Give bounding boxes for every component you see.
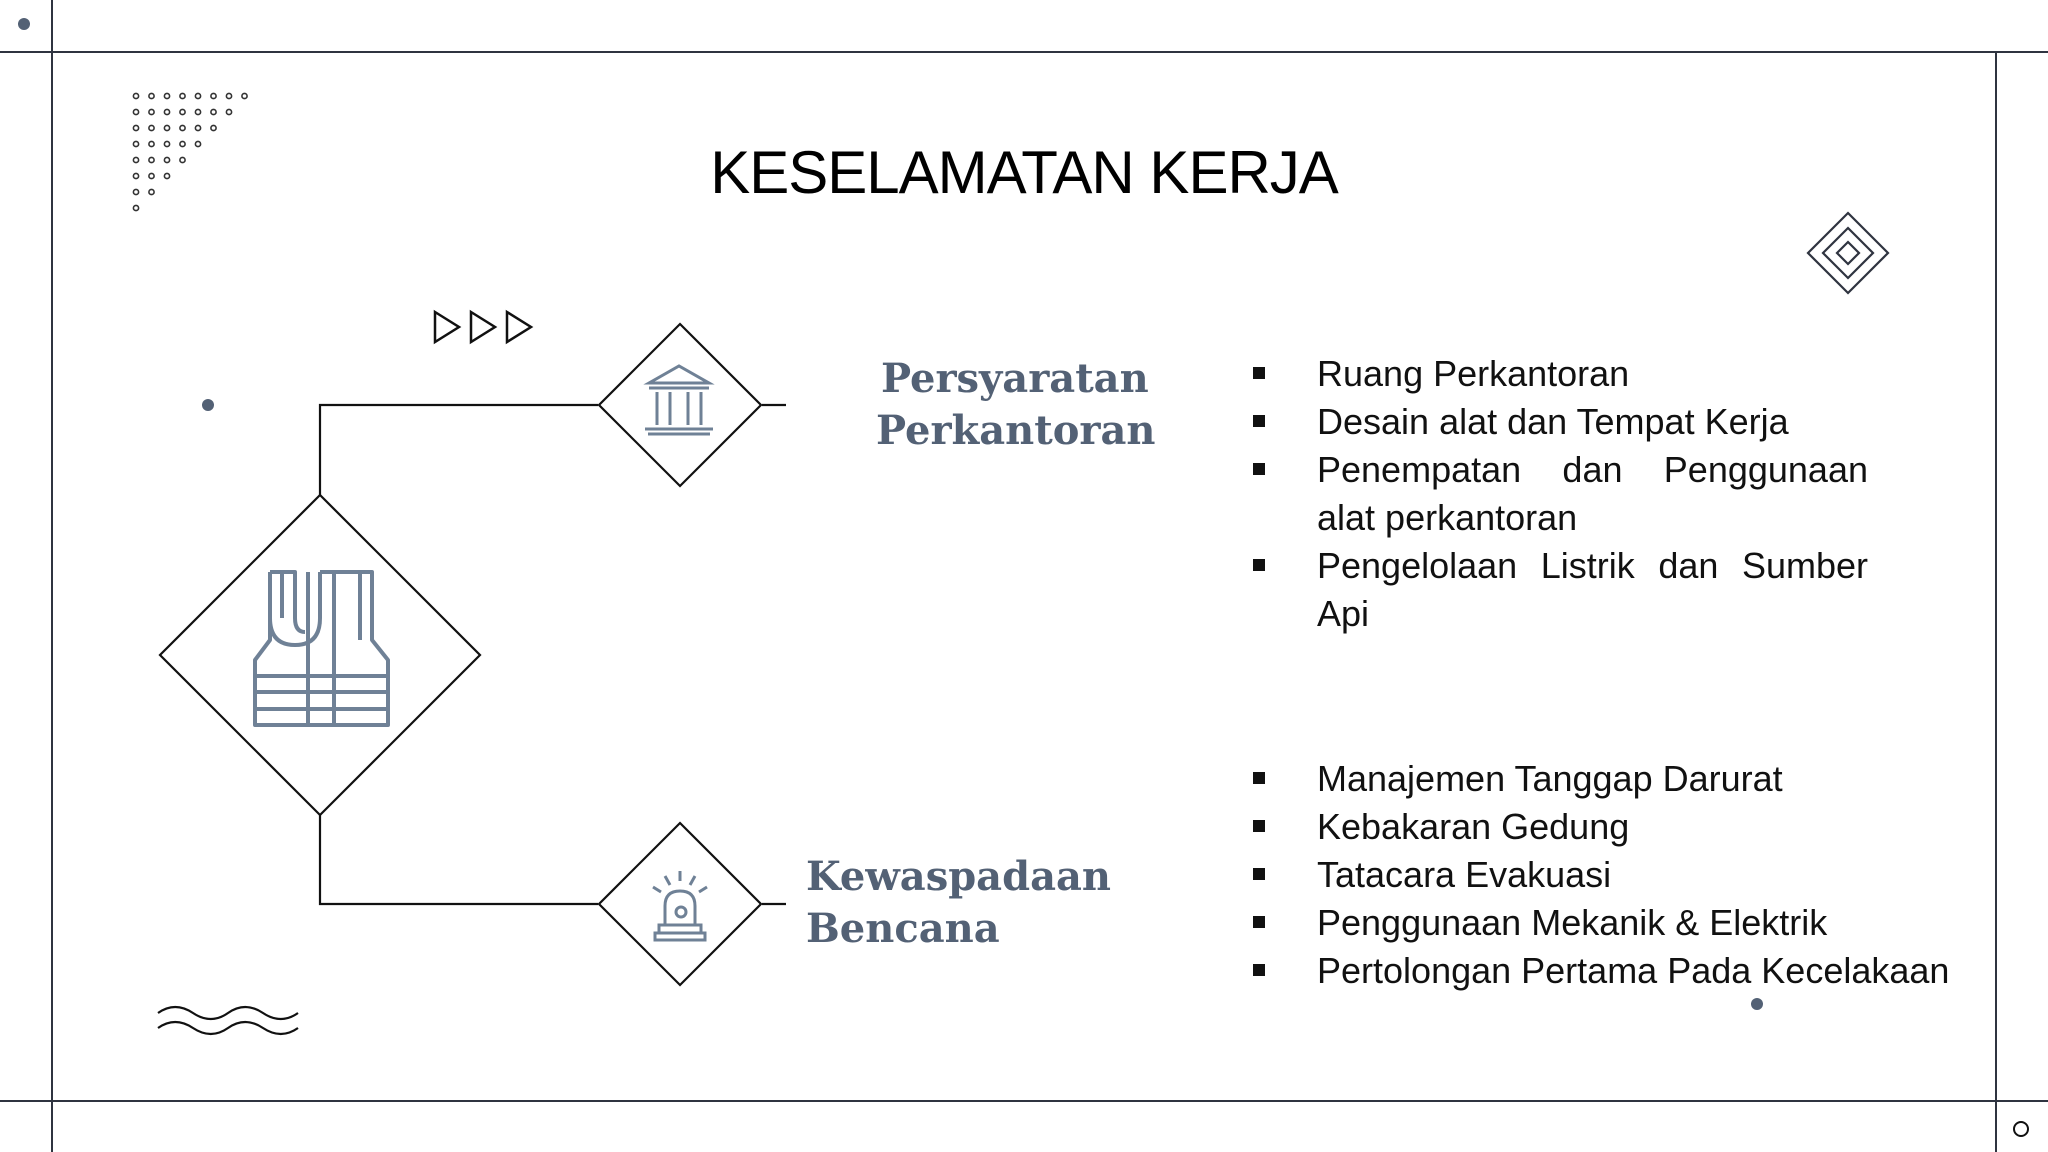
pattern-dot: [164, 93, 169, 98]
nested-diamond-decoration: [1808, 213, 1888, 293]
pattern-dot: [195, 109, 200, 114]
pattern-dot: [133, 93, 138, 98]
wave-decoration: [158, 1007, 298, 1034]
corner-ring-icon: [2014, 1122, 2028, 1136]
pattern-dot: [149, 109, 154, 114]
section-1-heading: [876, 353, 1155, 457]
section-1-heading-line: Perkantoran: [876, 407, 1156, 454]
list-item: Manajemen Tanggap Darurat: [1253, 755, 1973, 803]
pattern-dot: [211, 109, 216, 114]
accent-dot-right: [1751, 998, 1763, 1010]
pattern-dot: [180, 125, 185, 130]
slide-title: KESELAMATAN KERJA: [710, 139, 1338, 206]
list-item: Penempatan dan Penggunaan alat perkantoran: [1253, 446, 1868, 542]
list-item: Penggunaan Mekanik & Elektrik: [1253, 899, 1973, 947]
pattern-dot: [226, 93, 231, 98]
section-1-list: [1253, 350, 1868, 638]
pattern-dot: [180, 93, 185, 98]
central-diamond: [160, 495, 480, 815]
pattern-dot: [226, 109, 231, 114]
list-item: Ruang Perkantoran: [1253, 350, 1868, 398]
section-2-heading-line: Bencana: [806, 905, 1000, 952]
pattern-dot: [149, 93, 154, 98]
list-item: Desain alat dan Tempat Kerja: [1253, 398, 1868, 446]
section-1-diamond: [599, 324, 761, 486]
section-2-heading: [806, 851, 1111, 955]
list-item: Tatacara Evakuasi: [1253, 851, 1973, 899]
pattern-dot: [195, 125, 200, 130]
play-arrows-decoration: [435, 312, 531, 342]
section-2-heading-line: Kewaspadaan: [806, 853, 1111, 900]
accent-dot-left: [202, 399, 214, 411]
pattern-dot: [133, 125, 138, 130]
section-2-list: [1253, 755, 1973, 995]
pattern-dot: [149, 125, 154, 130]
section-2-diamond: [599, 823, 761, 985]
list-item: Kebakaran Gedung: [1253, 803, 1973, 851]
pattern-dot: [180, 109, 185, 114]
pattern-dot: [164, 109, 169, 114]
list-item: Pertolongan Pertama Pada Kecelakaan: [1253, 947, 1973, 995]
pattern-dot: [133, 109, 138, 114]
pattern-dot: [211, 125, 216, 130]
section-1-heading-line: Persyaratan: [881, 355, 1149, 402]
list-item: Pengelolaan Listrik dan Sumber Api: [1253, 542, 1868, 638]
pattern-dot: [164, 125, 169, 130]
pattern-dot: [242, 93, 247, 98]
pattern-dot: [211, 93, 216, 98]
pattern-dot: [195, 93, 200, 98]
corner-dot-icon: [18, 18, 30, 30]
